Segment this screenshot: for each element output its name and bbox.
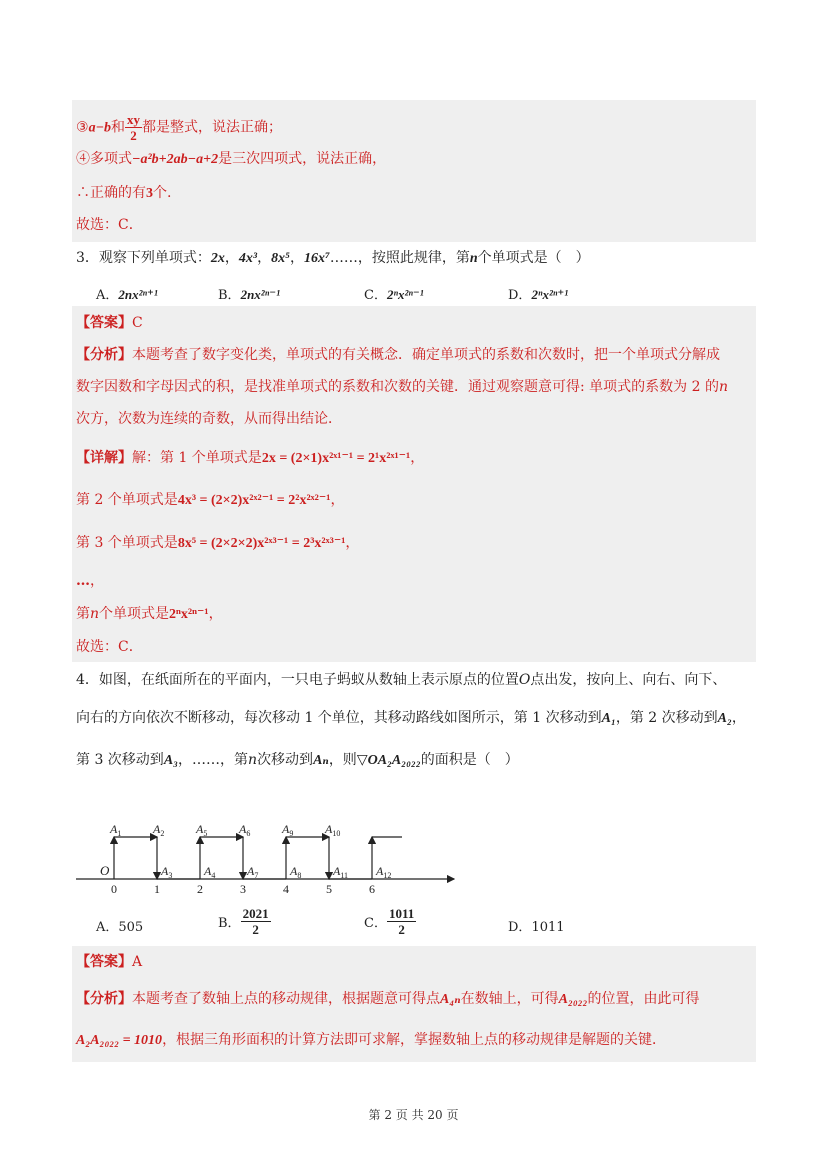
- point-label-A4: $A_4$: [204, 864, 216, 880]
- q4-option-b[interactable]: B． $\frac{2021}{2}$: [218, 906, 269, 937]
- item-3-line: ③a−b和 $\frac{xy}{2}$ 都是整式，说法正确；: [76, 112, 283, 143]
- q3-detail-l1: 【详解】解：第 1 个单项式是2x = (2×1)x²ˣ¹⁻¹ = 2¹x²ˣ¹⁻¹，: [76, 450, 425, 466]
- point-label-A6: $A_6$: [239, 822, 251, 838]
- tick-label-0: 0: [111, 882, 117, 896]
- figure-labels: [100, 822, 391, 896]
- tick-label-4: 4: [283, 882, 289, 896]
- point-label-A11: $A_{11}$: [333, 864, 349, 880]
- page-footer: 第 2 页 共 20 页: [368, 1108, 459, 1122]
- q3-choose: 故选：C．: [76, 639, 143, 655]
- q3-detail-l3: 第 3 个单项式是8x⁵ = (2×2×2)x²ˣ³⁻¹ = 2³x²ˣ³⁻¹，: [76, 535, 360, 551]
- tick-label-1: 1: [154, 882, 160, 896]
- count-line: ∴正确的有3个.: [76, 185, 172, 201]
- q4-answer: 【答案】A: [76, 954, 143, 970]
- tick-label-3: 3: [240, 882, 246, 896]
- q4-option-c[interactable]: C． $\frac{1011}{2}$: [364, 906, 415, 937]
- q3-analysis-l2: 数字因数和字母因式的积，是找准单项式的系数和次数的关键．通过观察题意可得: 单项式的系数为 2 的n: [76, 379, 729, 395]
- q3-analysis-l1: 【分析】本题考查了数字变化类，单项式的有关概念．确定单项式的系数和次数时，把一个单项式分解成: [76, 347, 720, 363]
- q3-option-a[interactable]: A．2nx²ⁿ⁺¹: [96, 287, 158, 303]
- q3-answer: 【答案】C: [76, 315, 143, 331]
- point-label-A1: $A_1$: [110, 822, 122, 838]
- tick-label-2: 2: [197, 882, 203, 896]
- point-label-A9: $A_9$: [282, 822, 294, 838]
- q3-analysis-l3: 次方，次数为连续的奇数，从而得出结论．: [76, 411, 342, 427]
- point-label-A8: $A_8$: [290, 864, 302, 880]
- point-label-A12: $A_{12}$: [376, 864, 392, 880]
- q4-stem-l3: 第 3 次移动到A₃，……，第n次移动到Aₙ，则▽OA₂A₂₀₂₂的面积是（ ）: [76, 752, 519, 768]
- number-line-figure: [70, 812, 470, 896]
- q3-detail-dots: …，: [76, 573, 104, 589]
- q3-stem: 3．观察下列单项式：2x，4x³，8x⁵，16x⁷……，按照此规律，第n个单项式是（ ）: [76, 250, 590, 266]
- q4-option-d[interactable]: D．1011: [508, 920, 565, 935]
- q4-analysis-l1: 【分析】本题考查了数轴上点的移动规律，根据题意可得点A₄ₙ在数轴上，可得A₂₀₂₂的位置，由此可得: [76, 991, 700, 1007]
- q4-stem-l1: 4．如图，在纸面所在的平面内，一只电子蚂蚁从数轴上表示原点的位置O点出发，按向上、向右、向下、: [76, 672, 727, 688]
- point-label-A2: $A_2$: [153, 822, 165, 838]
- q3-option-d[interactable]: D．2ⁿx²ⁿ⁺¹: [508, 287, 569, 303]
- frac-xy-over-2: $\frac{xy}{2}$: [127, 112, 141, 143]
- point-label-A10: $A_{10}$: [325, 822, 341, 838]
- point-label-A3: $A_3$: [161, 864, 173, 880]
- q3-option-b[interactable]: B．2nx²ⁿ⁻¹: [218, 287, 280, 303]
- tick-label-6: 6: [369, 882, 375, 896]
- point-label-A5: $A_5$: [196, 822, 208, 838]
- q4-option-a[interactable]: A．505: [96, 920, 144, 935]
- tick-label-5: 5: [326, 882, 332, 896]
- origin-label: O: [100, 863, 110, 878]
- q4-analysis-l2: A₂A₂₀₂₂ = 1010，根据三角形面积的计算方法即可求解，掌握数轴上点的移动规律是解题的关键．: [76, 1032, 667, 1048]
- item-4-line: ④多项式−a²b+2ab−a+2是三次四项式，说法正确，: [76, 151, 387, 167]
- q4-stem-l2: 向右的方向依次不断移动，每次移动 1 个单位，其移动路线如图所示，第 1 次移动到A₁，第 2 次移动到A₂，: [76, 710, 746, 726]
- q3-option-c[interactable]: C．2ⁿx²ⁿ⁻¹: [364, 287, 424, 303]
- q3-detail-l2: 第 2 个单项式是4x³ = (2×2)x²ˣ²⁻¹ = 2²x²ˣ²⁻¹，: [76, 492, 345, 508]
- choose-line-top: 故选：C．: [76, 217, 143, 233]
- q3-detail-ln: 第n个单项式是2ⁿx²ⁿ⁻¹，: [76, 606, 223, 622]
- point-label-A7: $A_7$: [247, 864, 259, 880]
